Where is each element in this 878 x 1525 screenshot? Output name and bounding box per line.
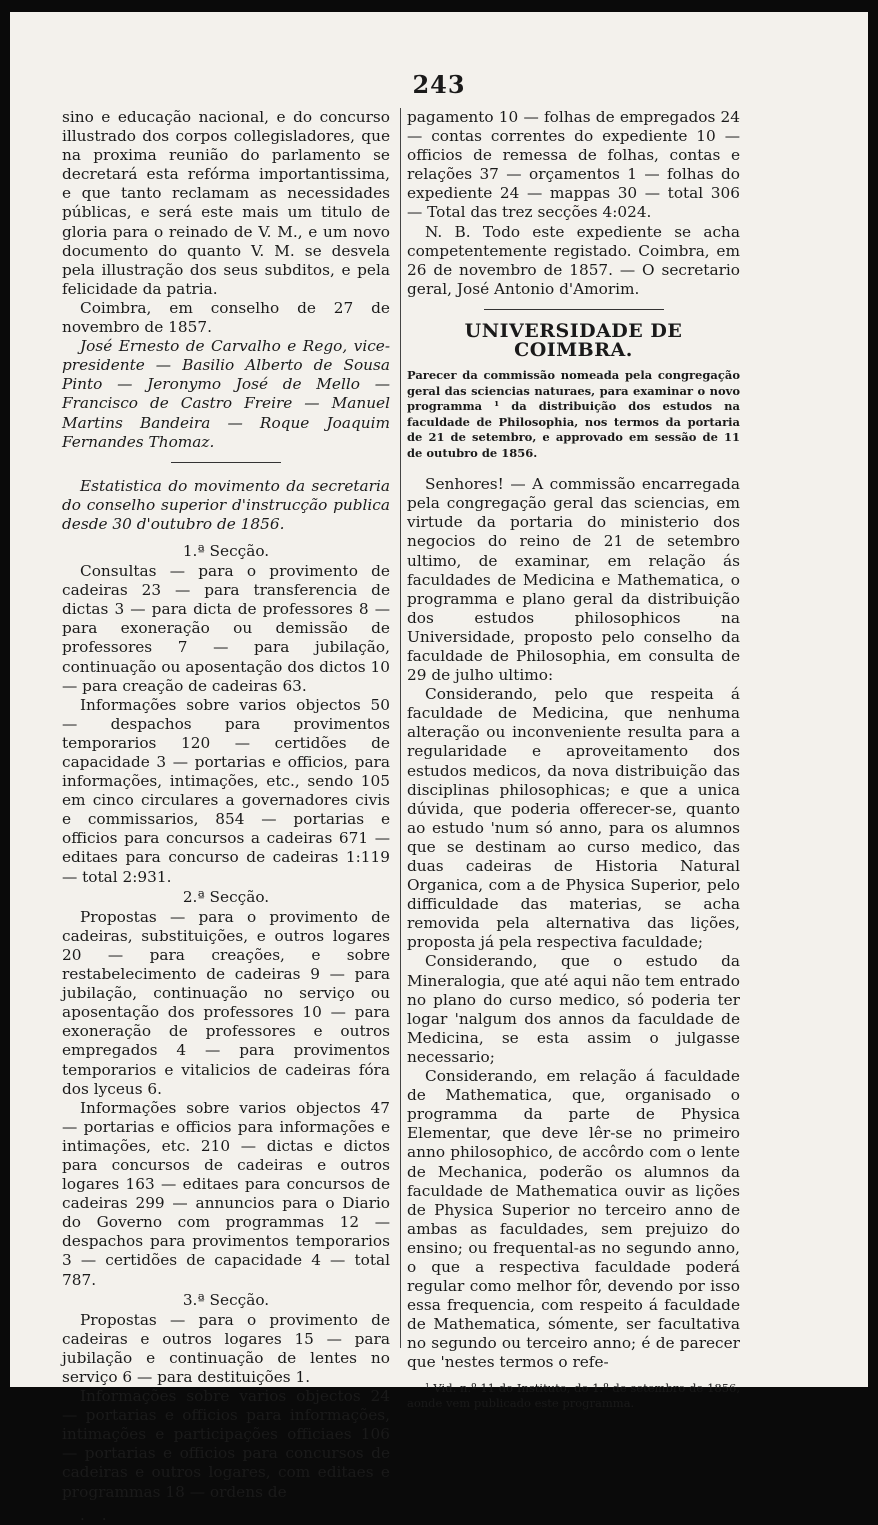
paragraph: Senhores! — A commissão encarregada pela congregação geral das sciencias, em virtude da portaria do ministerio dos negocios do reino de 21 de setembro ultimo, de examinar, em relação ás faculdades de Medicina e Mathematica, o programma e plano geral da distribuição dos estudos philosophicos na Universidade, proposto pelo conselho da faculdade de Philosophia, em consulta de 29 de julho ultimo:	[407, 475, 740, 685]
column-divider	[400, 108, 401, 1348]
footnote: ¹ Vid. n.º 11 do Instituto, do 1.º de setembro de 1856, aonde vem publicado este programma.	[407, 1380, 740, 1410]
paragraph: Considerando, em relação á faculdade de Mathematica, que, organisado o programma da parte de Physica Elementar, que deve lêr-se no primeiro anno philosophico, de accôrdo com o lente de Mechanica, poderão os alumnos da faculdade de Mathematica ouvir as lições de Physica Superior no terceiro anno de ambas as faculdades, sem prejuizo do ensino; ou frequental-as no segundo anno, o que a respectiva faculdade poderá regular como melhor fôr, devendo por isso essa frequencia, com respeito á faculdade de Mathematica, sómente, ser facultativa no segundo ou terceiro anno; é de parecer que 'nestes termos o refe-	[407, 1067, 740, 1372]
paragraph: Propostas — para o provimento de cadeiras, substituições, e outros logares 20 — para creações, e sobre restabelecimento de cadeiras 9 — para jubilação, continuação no serviço ou aposentação dos professores 10 — para exoneração de professores e outros empregados 4 — para provimentos temporarios e vitalicios de cadeiras fóra dos lyceus 6.	[62, 907, 390, 1098]
section-rule	[171, 462, 281, 463]
paragraph: Informações sobre varios objectos 50 — despachos para provimentos temporarios 120 — certidões de capacidade 3 — portarias e officios, para informações, intimações, etc., sendo 105 em cinco circulares a governadores civis e commissarios, 854 — portarias e officios para concursos a cadeiras 671 — editaes para concurso de cadeiras 1:119 — total 2:931.	[62, 695, 390, 886]
article-subtitle: Parecer da commissão nomeada pela congregação geral das sciencias naturaes, para examinar o novo programma ¹ da distribuição dos estudos na faculdade de Philosophia, nos termos da portaria de 21 de setembro, e approvado em sessão de 11 de outubro de 1856.	[407, 368, 740, 460]
left-column	[62, 108, 390, 1525]
paragraph: Consultas — para o provimento de cadeiras 23 — para transferencia de dictas 3 — para dicta de professores 8 — para exoneração ou demissão de professores 7 — para jubilação, continuação ou aposentação dos dictos 10 — para creação de cadeiras 63.	[62, 562, 390, 695]
date-line: Coimbra, em conselho de 27 de novembro de 1857.	[62, 298, 390, 337]
section-rule	[484, 309, 664, 310]
paragraph: Considerando, que o estudo da Mineralogia, que até aqui não tem entrado no plano do curso medico, só poderia ter logar 'nalgum dos annos da faculdade de Medicina, se esta assim o julgasse necessario;	[407, 952, 740, 1066]
paragraph: sino e educação nacional, e do concurso illustrado dos corpos collegisladores, que na proxima reunião do parlamento se decretará esta refórma importantissima, e que tanto reclamam as necessidades públicas, e será este mais um titulo de gloria para o reinado de V. M., e um novo documento do quanto V. M. se desvela pela illustração dos seus subditos, e pela felicidade da patria.	[62, 108, 390, 298]
paragraph: Informações sobre varios objectos 24 — portarias e officios para informações, intimações e participações officiaes 106 — portarias e officios para concursos de cadeiras e outros logares, com editaes e programmas 18 — ordens de	[62, 1387, 390, 1501]
section-heading-2: 2.ª Secção.	[182, 887, 270, 906]
paragraph: Informações sobre varios objectos 47 — portarias e officios para informações e intimações, etc. 210 — dictas e dictos para concursos de cadeiras e outros logares 163 — editaes para concursos de cadeiras 299 — annuncios para o Diario do Governo com programmas 12 — despachos para provimentos temporarios 3 — certidões de capacidade 4 — total 787.	[62, 1098, 390, 1289]
ellipsis-dots: . .	[80, 1505, 113, 1524]
statistics-title: Estatistica do movimento da secretaria do conselho superior d'instrucção publica desde 30 d'outubro de 1856.	[62, 476, 390, 533]
newspaper-page	[10, 12, 868, 1524]
section-heading-1: 1.ª Secção.	[182, 541, 270, 560]
page-number: 243	[412, 70, 466, 99]
paragraph: pagamento 10 — folhas de empregados 24 — contas correntes do expediente 10 — officios de remessa de folhas, contas e relações 37 — orçamentos 1 — folhas do expediente 24 — mappas 30 — total 306 — Total das trez secções 4:024.	[407, 108, 740, 222]
paragraph: Considerando, pelo que respeita á faculdade de Medicina, que nenhuma alteração ou inconveniente resulta para a regularidade e aproveitamento dos estudos medicos, da nova distribuição das disciplinas philosophicas; e que a unica dúvida, que poderia offerecer-se, quanto ao estudo 'num só anno, para os alumnos que se destinam ao curso medico, das duas cadeiras de Historia Natural Organica, com a de Physica Superior, pelo difficuldade das materias, se acha removida pela alternativa das lições, proposta já pela respectiva faculdade;	[407, 685, 740, 952]
signatories: José Ernesto de Carvalho e Rego, vice-presidente — Basilio Alberto de Sousa Pinto — Jeronymo José de Mello — Francisco de Castro Freire — Manuel Martins Bandeira — Roque Joaquim Fernandes Thomaz.	[62, 337, 390, 451]
paragraph: Propostas — para o provimento de cadeiras e outros logares 15 — para jubilação e continuação de lentes no serviço 6 — para destituições 1.	[62, 1310, 390, 1386]
right-column	[407, 108, 740, 1411]
article-heading: UNIVERSIDADE DE COIMBRA.	[464, 319, 683, 362]
section-heading-3: 3.ª Secção.	[182, 1290, 270, 1309]
paragraph: N. B. Todo este expediente se acha competentemente registado. Coimbra, em 26 de novembro de 1857. — O secretario geral, José Antonio d'Amorim.	[407, 222, 740, 298]
